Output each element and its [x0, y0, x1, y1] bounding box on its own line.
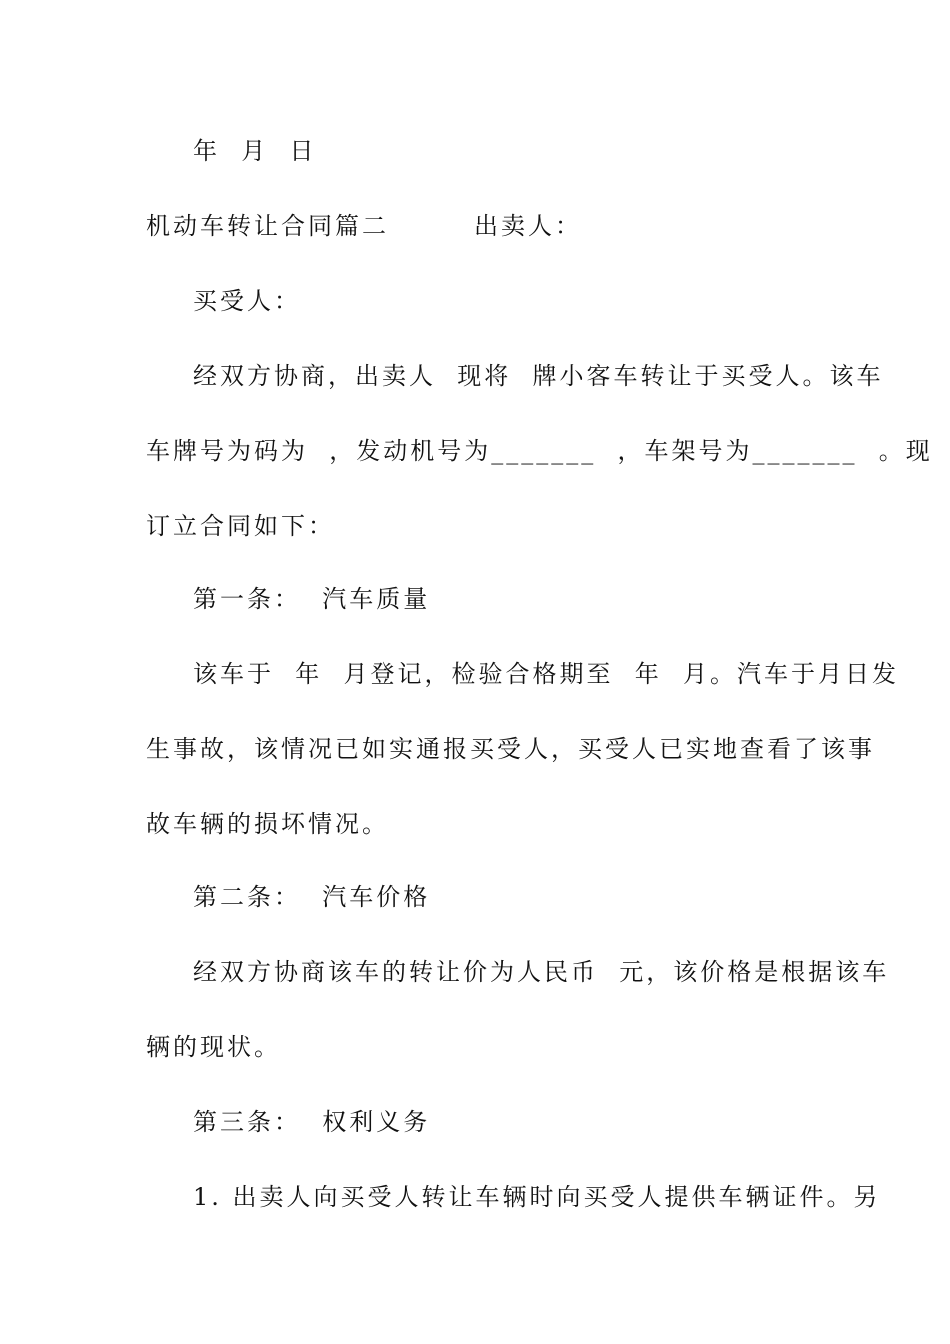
paragraph-line: 辆的现状。: [146, 1033, 281, 1061]
date-line: 年 月 日: [193, 137, 317, 165]
paragraph-line: 1. 出卖人向买受人转让车辆时向买受人提供车辆证件。另: [193, 1183, 881, 1211]
article-3-heading: 第三条： 权利义务: [193, 1108, 431, 1136]
article-2-heading: 第二条： 汽车价格: [193, 883, 431, 911]
paragraph-line: 经双方协商该车的转让价为人民币 元，该价格是根据该车: [193, 958, 890, 986]
paragraph-line: 车牌号为码为 ，发动机号为_______ ，车架号为_______ 。现: [146, 437, 933, 465]
contract-heading-line: 机动车转让合同篇二 出卖人：: [146, 212, 583, 240]
paragraph-line: 经双方协商，出卖人 现将 牌小客车转让于买受人。该车: [193, 362, 884, 390]
buyer-line: 买受人：: [193, 287, 301, 315]
paragraph-line: 生事故，该情况已如实通报买受人，买受人已实地查看了该事: [146, 735, 875, 763]
paragraph-line: 故车辆的损坏情况。: [146, 810, 389, 838]
paragraph-line: 该车于 年 月登记，检验合格期至 年 月。汽车于月日发: [193, 660, 900, 688]
article-1-heading: 第一条： 汽车质量: [193, 585, 431, 613]
paragraph-line: 订立合同如下：: [146, 512, 335, 540]
